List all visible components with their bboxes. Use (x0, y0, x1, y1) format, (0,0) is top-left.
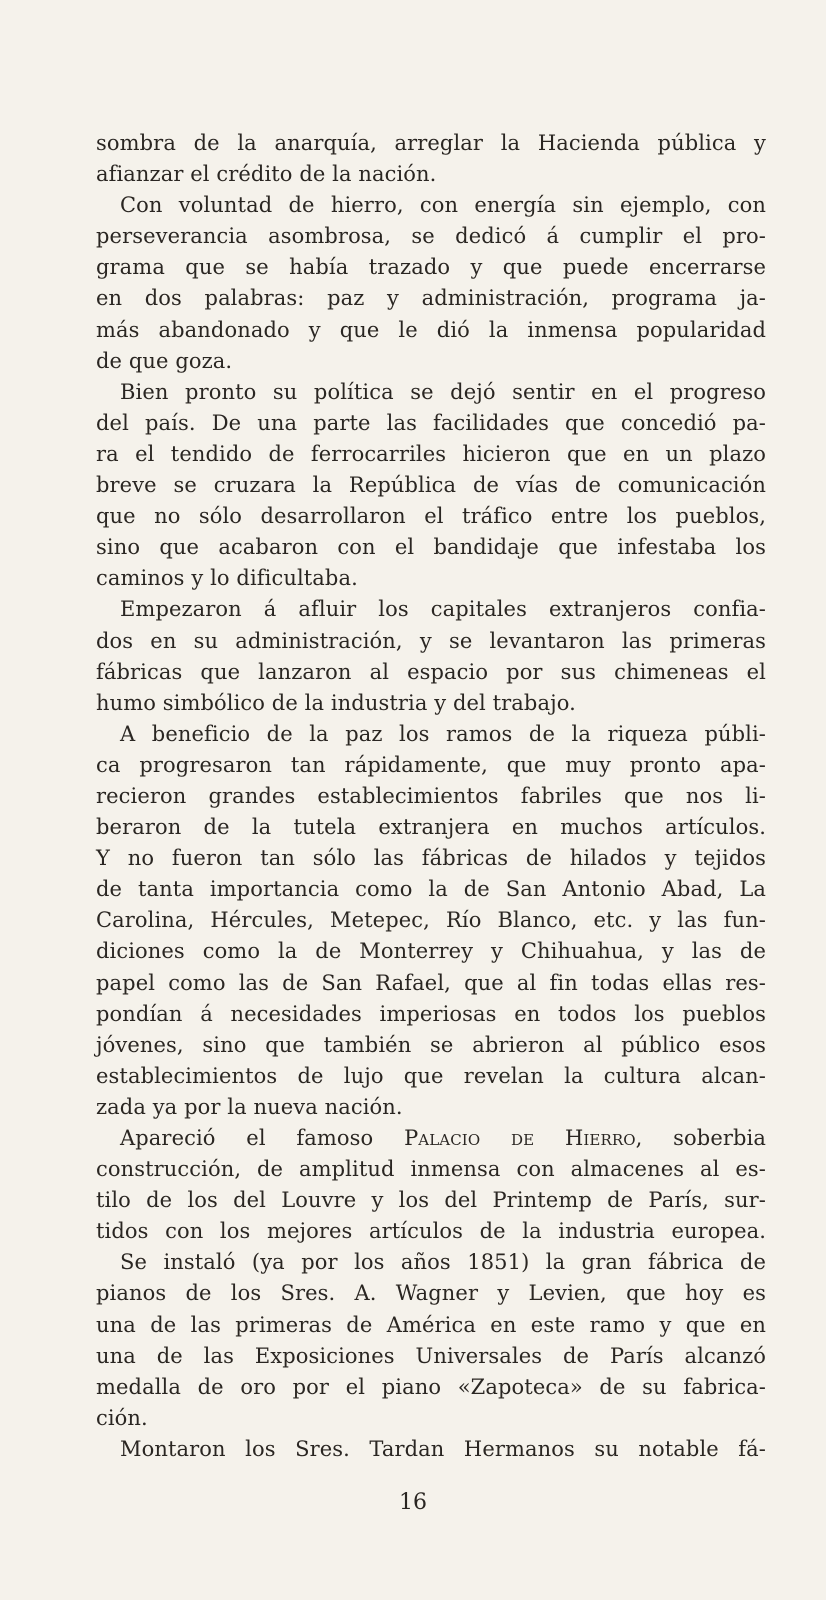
text-line: medalla de oro por el piano «Zapoteca» de su fabrica- (96, 1374, 766, 1399)
page-number: 16 (399, 1490, 427, 1515)
text-line: tilo de los del Louvre y los del Printemp de París, sur- (96, 1188, 766, 1213)
text-line: afianzar el crédito de la nación. (96, 162, 437, 187)
body-text (96, 128, 766, 1465)
text-line: dos en su administración, y se levantaron las primeras (96, 628, 766, 653)
text-line: construcción, de amplitud inmensa con almacenes al es- (96, 1157, 766, 1182)
text-line: ción. (96, 1405, 148, 1430)
text-line-after-name: , soberbia (635, 1126, 766, 1150)
text-line: pondían á necesidades imperiosas en todos los pueblos (96, 1001, 766, 1026)
text-line: breve se cruzara la República de vías de comunicación (96, 473, 766, 498)
text-line: en dos palabras: paz y administración, programa ja- (96, 286, 766, 311)
text-line: recieron grandes establecimientos fabriles que nos li- (96, 783, 766, 808)
text-line: Se instaló (ya por los años 1851) la gran fábrica de (120, 1250, 766, 1275)
text-line: A beneficio de la paz los ramos de la riqueza públi- (120, 721, 766, 746)
text-line: una de las primeras de América en este ramo y que en (96, 1312, 766, 1337)
text-line: Con voluntad de hierro, con energía sin ejemplo, con (120, 193, 766, 218)
text-line: ca progresaron tan rápidamente, que muy pronto apa- (96, 752, 766, 777)
text-line: Empezaron á afluir los capitales extranjeros confia- (120, 597, 766, 622)
text-line: jóvenes, sino que también se abrieron al público esos (96, 1032, 766, 1057)
text-line: pianos de los Sres. A. Wagner y Levien, que hoy es (96, 1281, 766, 1306)
text-line: tidos con los mejores artículos de la industria europea. (96, 1219, 766, 1244)
text-line: más abandonado y que le dió la inmensa popularidad (96, 317, 766, 342)
text-line: ra el tendido de ferrocarriles hicieron que en un plazo (96, 441, 766, 466)
text-line: perseverancia asombrosa, se dedicó á cumplir el pro- (96, 224, 766, 249)
text-line: zada ya por la nueva nación. (96, 1094, 403, 1119)
text-line: Montaron los Sres. Tardan Hermanos su notable fá- (120, 1436, 766, 1461)
text-line: diciones como la de Monterrey y Chihuahua, y las de (96, 939, 766, 964)
text-line: grama que se había trazado y que puede encerrarse (96, 255, 766, 280)
text-line: del país. De una parte las facilidades que concedió pa- (96, 410, 766, 435)
text-line: fábricas que lanzaron al espacio por sus chimeneas el (96, 659, 766, 684)
text-line: Y no fueron tan sólo las fábricas de hilados y tejidos (96, 846, 766, 871)
text-line: de tanta importancia como la de San Antonio Abad, La (96, 877, 766, 902)
text-line: papel como las de San Rafael, que al fin todas ellas res- (96, 970, 766, 995)
text-line-before-name: Apareció el famoso (120, 1126, 405, 1150)
text-line: caminos y lo dificultaba. (96, 566, 358, 591)
text-line: establecimientos de lujo que revelan la cultura alcan- (96, 1063, 766, 1088)
text-line (96, 1123, 766, 1154)
text-line: de que goza. (96, 348, 233, 373)
text-line: que no sólo desarrollaron el tráfico entre los pueblos, (96, 504, 766, 529)
text-line: Bien pronto su política se dejó sentir en el progreso (120, 379, 766, 404)
text-line: sino que acabaron con el bandidaje que infestaba los (96, 535, 766, 560)
text-line: beraron de la tutela extranjera en muchos artículos. (96, 815, 766, 840)
text-line: una de las Exposiciones Universales de París alcanzó (96, 1343, 766, 1368)
store-name: Palacio de Hierro (404, 1126, 636, 1150)
text-line: Carolina, Hércules, Metepec, Río Blanco, etc. y las fun- (96, 908, 766, 933)
text-line: sombra de la anarquía, arreglar la Hacienda pública y (96, 131, 766, 155)
text-line: humo simbólico de la industria y del trabajo. (96, 690, 576, 715)
